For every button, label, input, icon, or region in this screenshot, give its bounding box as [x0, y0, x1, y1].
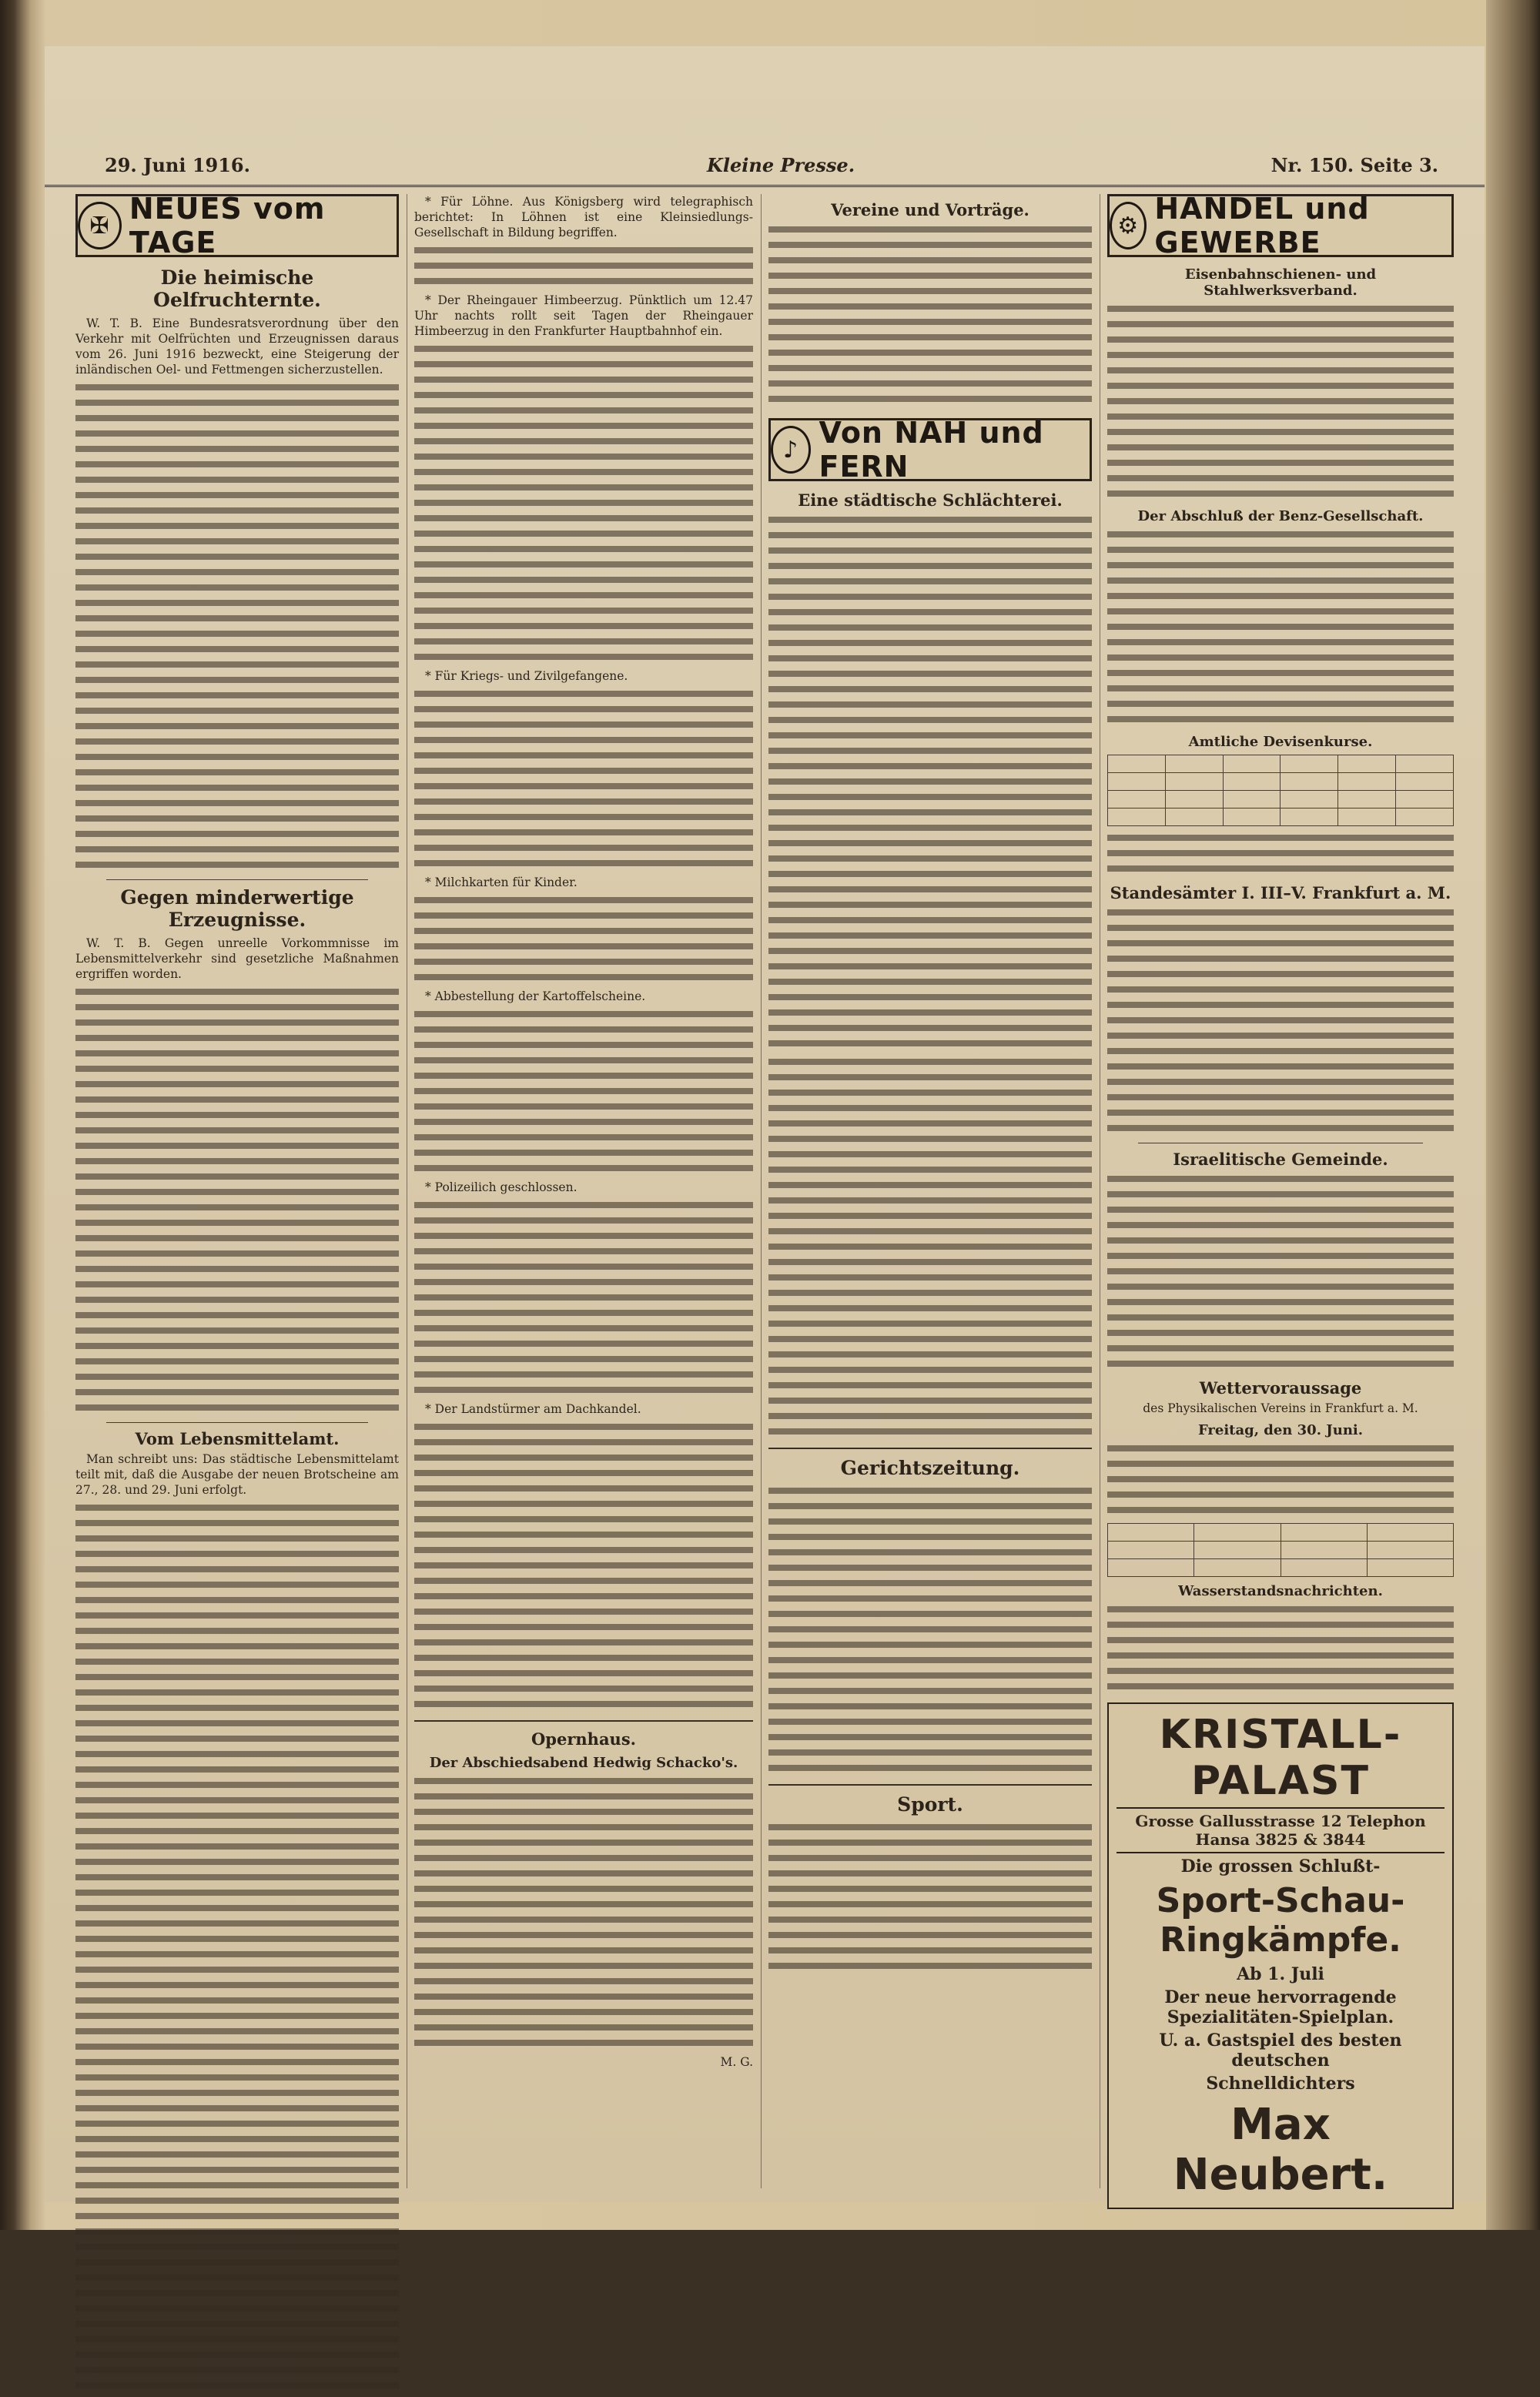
neues-vom-tage-masthead: [75, 194, 399, 257]
ad-line: Die grossen Schlußt-: [1180, 1856, 1381, 1876]
article-heading: Vom Lebensmittelamt.: [135, 1429, 340, 1448]
article-body-text: [414, 1198, 753, 1398]
article-heading: Der Abschluß der Benz-Gesellschaft.: [1137, 508, 1424, 524]
column-2: [414, 194, 753, 2073]
article-body-text: [414, 342, 753, 665]
masthead-text: HANDEL und GEWERBE: [1154, 192, 1370, 259]
article-text: W. T. B. Gegen unreelle Vorkommnisse im Lebensmittelverkehr sind gesetzliche Maßnahmen ergriffen worden.: [75, 936, 399, 981]
article-body-text: [768, 1484, 1092, 1776]
opernhaus-heading: Opernhaus.: [531, 1729, 636, 1749]
ad-headline: Sport-Schau-Ringkämpfe.: [1156, 1881, 1405, 1960]
article-body-text: [1107, 527, 1454, 728]
article-heading: Eisenbahnschienen- und Stahlwerksverband.: [1184, 266, 1377, 299]
vereine-heading: Vereine und Vorträge.: [831, 200, 1029, 219]
horn-icon: ♪: [771, 426, 811, 474]
article-body-text: [768, 1055, 1092, 1440]
ad-line: Schnelldichters: [1206, 2074, 1355, 2094]
ad-line: Ab 1. Juli: [1237, 1964, 1324, 1984]
wetter-day: Freitag, den 30. Juni.: [1197, 1422, 1364, 1438]
article-heading: Wasserstandsnachrichten.: [1178, 1583, 1383, 1599]
article-body-text: [414, 1007, 753, 1177]
page-edge: [1486, 0, 1540, 2230]
article-body-text: [75, 985, 399, 1416]
article-body-text: [414, 1774, 753, 2051]
article-heading: Eine städtische Schlächterei.: [798, 490, 1063, 510]
news-item: * Für Löhne. Aus Königsberg wird telegraphisch berichtet: In Löhnen ist eine Kleinsiedlungs-Gesellschaft in Bildung begriffen.: [414, 195, 753, 239]
news-item: * Abbestellung der Kartoffelscheine.: [425, 989, 646, 1003]
article-body-text: [414, 687, 753, 872]
article-body-text: [414, 893, 753, 986]
ad-title: KRISTALL-PALAST: [1159, 1712, 1402, 1804]
weather-table: [1107, 1523, 1454, 1577]
gear-icon: ⚙: [1110, 202, 1147, 249]
article-body-text: [1107, 1172, 1454, 1372]
article-signature: M. G.: [720, 2055, 753, 2069]
article-heading: Standesämter I. III–V. Frankfurt a. M.: [1110, 883, 1451, 902]
header-date: 29. Juni 1916.: [105, 154, 250, 176]
divider: [768, 1448, 1092, 1449]
masthead-text: NEUES vom TAGE: [129, 192, 326, 259]
divider: [106, 879, 368, 880]
article-heading: Die heimische Oelfruchternte.: [153, 266, 321, 311]
news-item: * Der Rheingauer Himbeerzug. Pünktlich um 12.47 Uhr nachts rollt seit Tagen der Rheingauer Himbeerzug in den Frankfurter Hauptbahnhof ein.: [414, 293, 753, 338]
column-3: [768, 194, 1092, 1977]
divider: [106, 1422, 368, 1423]
wetter-subheading: des Physikalischen Vereins in Frankfurt a. M.: [1143, 1401, 1418, 1415]
article-heading: Amtliche Devisenkurse.: [1188, 734, 1373, 750]
article-heading: Israelitische Gemeinde.: [1173, 1150, 1388, 1169]
article-body-text: [1107, 1602, 1454, 1695]
article-body-text: [414, 243, 753, 290]
wetter-heading: Wettervoraussage: [1199, 1378, 1362, 1398]
masthead-text: Von NAH und FERN: [819, 416, 1044, 484]
column-1: [75, 194, 399, 2397]
article-body-text: [1107, 831, 1454, 877]
divider: [768, 1784, 1092, 1786]
devisen-table: [1107, 755, 1454, 826]
article-body-text: [1107, 302, 1454, 502]
ad-line: Der neue hervorragende Spezialitäten-Spielplan.: [1164, 1987, 1397, 2027]
opernhaus-subheading: Der Abschiedsabend Hedwig Schacko's.: [429, 1755, 738, 1771]
article-body-text: [768, 1820, 1092, 1974]
ad-line: U. a. Gastspiel des besten deutschen: [1159, 2030, 1402, 2071]
von-nah-und-fern-masthead: [768, 416, 1092, 484]
article-body-text: [75, 1501, 399, 2394]
page-header: [45, 154, 1485, 187]
article-body-text: [414, 1420, 753, 1712]
column-rule: [761, 194, 762, 2188]
news-item: * Der Landstürmer am Dachkandel.: [425, 1402, 641, 1416]
news-item: * Milchkarten für Kinder.: [425, 875, 578, 889]
article-body-text: [768, 223, 1092, 407]
gerichtszeitung-heading: Gerichtszeitung.: [840, 1457, 1020, 1479]
news-item: * Für Kriegs- und Zivilgefangene.: [425, 669, 628, 683]
newspaper-page: [45, 46, 1485, 2202]
kristall-palast-advertisement: [1107, 1702, 1454, 2209]
ad-performer-name: Max Neubert.: [1173, 2100, 1388, 2200]
header-page-number: Nr. 150. Seite 3.: [1270, 154, 1438, 176]
article-text: Man schreibt uns: Das städtische Lebensmittelamt teilt mit, daß die Ausgabe der neuen Brotscheine am 27., 28. und 29. Juni erfolgt.: [75, 1452, 399, 1497]
article-body-text: [75, 380, 399, 873]
ad-address: Grosse Gallusstrasse 12 Telephon Hansa 3825 & 3844: [1116, 1807, 1445, 1853]
article-body-text: [768, 513, 1092, 1052]
header-paper-title: Kleine Presse.: [707, 154, 855, 176]
eagle-icon: ✠: [78, 202, 122, 249]
article-text: W. T. B. Eine Bundesratsverordnung über den Verkehr mit Oelfrüchten und Erzeugnissen daraus vom 26. Juni 1916 bezweckt, eine Steigerung der inländischen Oel- und Fettmengen sicherzustellen.: [75, 316, 399, 377]
news-item: * Polizeilich geschlossen.: [425, 1180, 578, 1194]
handel-und-gewerbe-masthead: [1107, 194, 1454, 257]
divider: [414, 1720, 753, 1722]
article-body-text: [1107, 1441, 1454, 1518]
column-4: [1107, 194, 1454, 2209]
article-heading: Gegen minderwertige Erzeugnisse.: [120, 886, 354, 931]
sport-heading: Sport.: [897, 1793, 963, 1816]
article-body-text: [1107, 906, 1454, 1137]
